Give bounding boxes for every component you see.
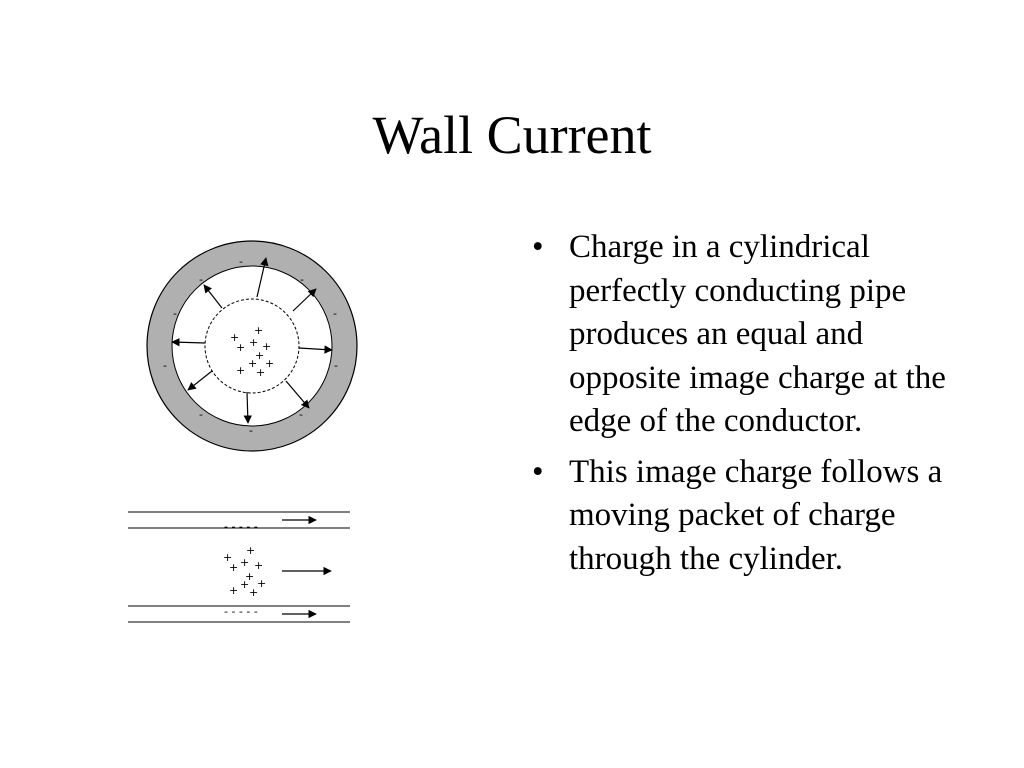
pipe-cross-section xyxy=(147,241,357,451)
positive-charge: + xyxy=(223,551,233,564)
positive-charge: + xyxy=(230,331,240,344)
positive-charge: + xyxy=(249,336,259,349)
positive-charge: + xyxy=(255,349,265,362)
positive-charge: + xyxy=(236,341,246,354)
positive-charge: + xyxy=(229,584,239,597)
positive-charge: + xyxy=(256,366,266,379)
positive-charge: + xyxy=(240,578,250,591)
moving-charge-packet xyxy=(223,544,266,599)
positive-charge: + xyxy=(248,357,258,370)
bullet-marker: • xyxy=(532,229,544,265)
negative-charge: - xyxy=(300,273,304,286)
negative-charge: - xyxy=(173,307,177,320)
positive-charge: + xyxy=(240,556,250,569)
negative-charge: - xyxy=(163,359,167,372)
negative-charge: - xyxy=(334,359,338,372)
positive-charge: + xyxy=(229,561,239,574)
positive-charge: + xyxy=(262,340,272,353)
bullet-text: This image charge follows a moving packet of charge through the cylinder. xyxy=(569,453,943,577)
positive-charge: + xyxy=(254,324,264,337)
image-charge-row-bottom: - - - - - xyxy=(224,605,258,618)
pipe-side-view xyxy=(128,512,350,622)
negative-charge: - xyxy=(249,424,253,437)
bullet-text: Charge in a cylindrical perfectly conducting pipe produces an equal and opposite image charge at the edge of the conductor. xyxy=(569,229,946,439)
image-charge-row-top: - - - - - xyxy=(224,520,258,533)
bullet-marker: • xyxy=(532,453,544,490)
positive-charge: + xyxy=(257,577,267,590)
negative-charge: - xyxy=(333,307,337,320)
negative-charge: - xyxy=(199,408,203,421)
positive-charge: + xyxy=(265,357,275,370)
positive-charge: + xyxy=(236,364,246,377)
slide-title: Wall Current xyxy=(372,105,652,165)
positive-charge: + xyxy=(249,586,259,599)
negative-charge: - xyxy=(239,255,243,268)
positive-charge: + xyxy=(245,570,255,583)
positive-charge: + xyxy=(246,544,256,557)
positive-charge: + xyxy=(254,559,264,572)
negative-charge: - xyxy=(299,408,303,421)
negative-charge: - xyxy=(199,273,203,286)
